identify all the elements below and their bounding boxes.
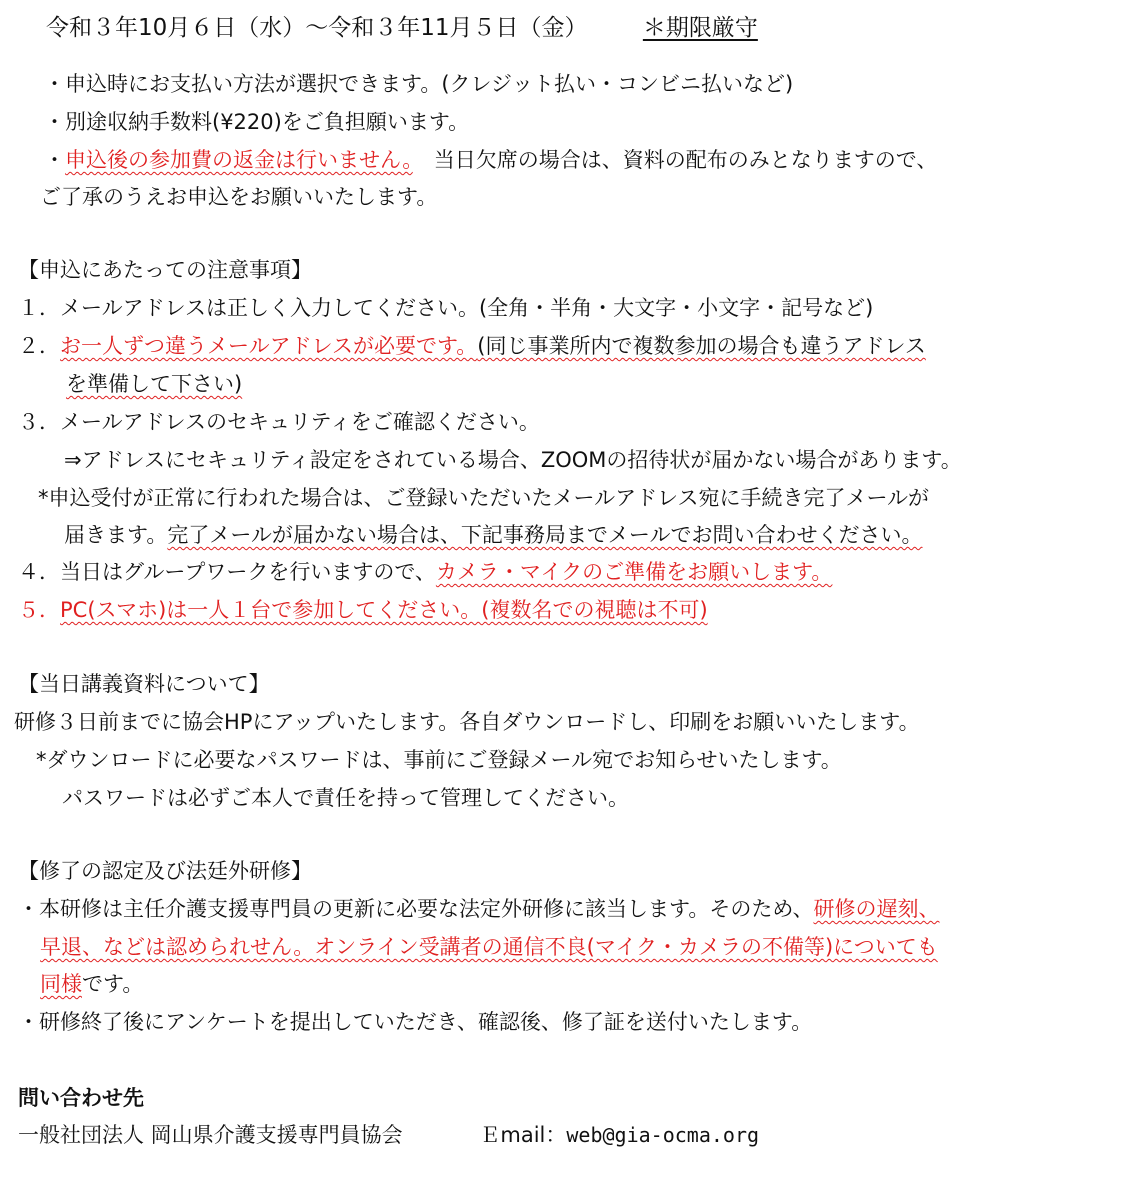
camera-mic-notice: カメラ・マイクのご準備をお願いします。 bbox=[435, 560, 833, 584]
period-text: 令和３年10月６日（水）～令和３年11月５日（金） bbox=[46, 15, 588, 41]
early-leave-notice: 早退、などは認められせん。オンライン受講者の通信不良(マイク・カメラの不備等)についても bbox=[40, 935, 938, 959]
note-asterisk-1: *申込受付が正常に行われた場合は、ご登録いただいたメールアドレス宛に手続き完了メールが bbox=[38, 486, 930, 510]
note-item-4 bbox=[18, 558, 832, 586]
completion-line-1 bbox=[18, 895, 939, 923]
note-item-2-detail: (同じ事業所内で複数参加の場合も違うアドレス bbox=[477, 334, 926, 358]
note-asterisk-2-plain: 届きます。 bbox=[64, 523, 168, 547]
absence-notice: 当日欠席の場合は、資料の配布のみとなりますので、 bbox=[412, 148, 938, 172]
completion-line-1-plain: ・本研修は主任介護支援専門員の更新に必要な法定外研修に該当します。そのため、 bbox=[18, 897, 814, 921]
materials-heading: 【当日講義資料について】 bbox=[18, 672, 270, 696]
same-applies-notice: 同様 bbox=[40, 972, 82, 996]
payment-line-1: ・申込時にお支払い方法が選択できます。(クレジット払い・コンビニ払いなど) bbox=[44, 72, 794, 96]
payment-line-3 bbox=[44, 146, 937, 174]
completion-line-4: ・研修終了後にアンケートを提出していただき、確認後、修了証を送付いたします。 bbox=[18, 1010, 813, 1034]
note-item-4-plain: ４．当日はグループワークを行いますので、 bbox=[18, 560, 436, 584]
lateness-notice: 研修の遅刻、 bbox=[813, 897, 940, 921]
unique-email-notice: お一人ずつ違うメールアドレスが必要です。 bbox=[60, 334, 478, 358]
period-line bbox=[46, 12, 758, 44]
note-item-2-number: ２． bbox=[18, 334, 60, 358]
no-refund-notice: 申込後の参加費の返金は行いません。 bbox=[65, 148, 413, 172]
note-item-5-number: ５． bbox=[18, 598, 60, 622]
contact-organization: 一般社団法人 岡山県介護支援専門員協会 bbox=[18, 1123, 403, 1147]
contact-heading: 問い合わせ先 bbox=[18, 1086, 144, 1110]
email-label: Ｅmail： bbox=[479, 1123, 567, 1147]
deadline-text: ＊期限厳守 bbox=[642, 15, 758, 41]
note-item-2 bbox=[18, 332, 926, 360]
completion-line-2 bbox=[40, 933, 938, 961]
completion-line-3 bbox=[40, 970, 143, 998]
contact-line bbox=[18, 1121, 759, 1149]
note-item-3: ３．メールアドレスのセキュリティをご確認ください。 bbox=[18, 410, 540, 434]
materials-line-3: パスワードは必ずご本人で責任を持って管理してください。 bbox=[62, 786, 629, 810]
note-item-2-continued bbox=[66, 370, 242, 398]
note-item-5 bbox=[18, 596, 708, 624]
payment-line-4: ご了承のうえお申込をお願いいたします。 bbox=[40, 185, 438, 209]
completion-line-3-plain: です。 bbox=[82, 972, 144, 996]
completion-heading: 【修了の認定及び法廷外研修】 bbox=[18, 859, 312, 883]
materials-line-1: 研修３日前までに協会HPにアップいたします。各自ダウンロードし、印刷をお願いいたします。 bbox=[14, 710, 920, 734]
no-mail-inquiry: 完了メールが届かない場合は、下記事務局までメールでお問い合わせください。 bbox=[167, 523, 923, 547]
note-item-2-continued-text: を準備して下さい) bbox=[66, 372, 243, 396]
note-item-3-sub: ⇒アドレスにセキュリティ設定をされている場合、ZOOMの招待状が届かない場合があります。 bbox=[64, 448, 962, 472]
note-asterisk-2 bbox=[64, 521, 923, 549]
notes-heading: 【申込にあたっての注意事項】 bbox=[18, 258, 312, 282]
note-item-1: １．メールアドレスは正しく入力してください。(全角・半角・大文字・小文字・記号など) bbox=[18, 296, 874, 320]
payment-line-2: ・別途収納手数料(¥220)をご負担願います。 bbox=[44, 110, 470, 134]
email-address[interactable]: web@gia-ocma.org bbox=[566, 1123, 760, 1147]
materials-line-2: *ダウンロードに必要なパスワードは、事前にご登録メール宛でお知らせいたします。 bbox=[36, 748, 842, 772]
payment-bullet: ・ bbox=[44, 148, 65, 172]
one-device-notice: PC(スマホ)は一人１台で参加してください。(複数名での視聴は不可) bbox=[60, 598, 708, 622]
